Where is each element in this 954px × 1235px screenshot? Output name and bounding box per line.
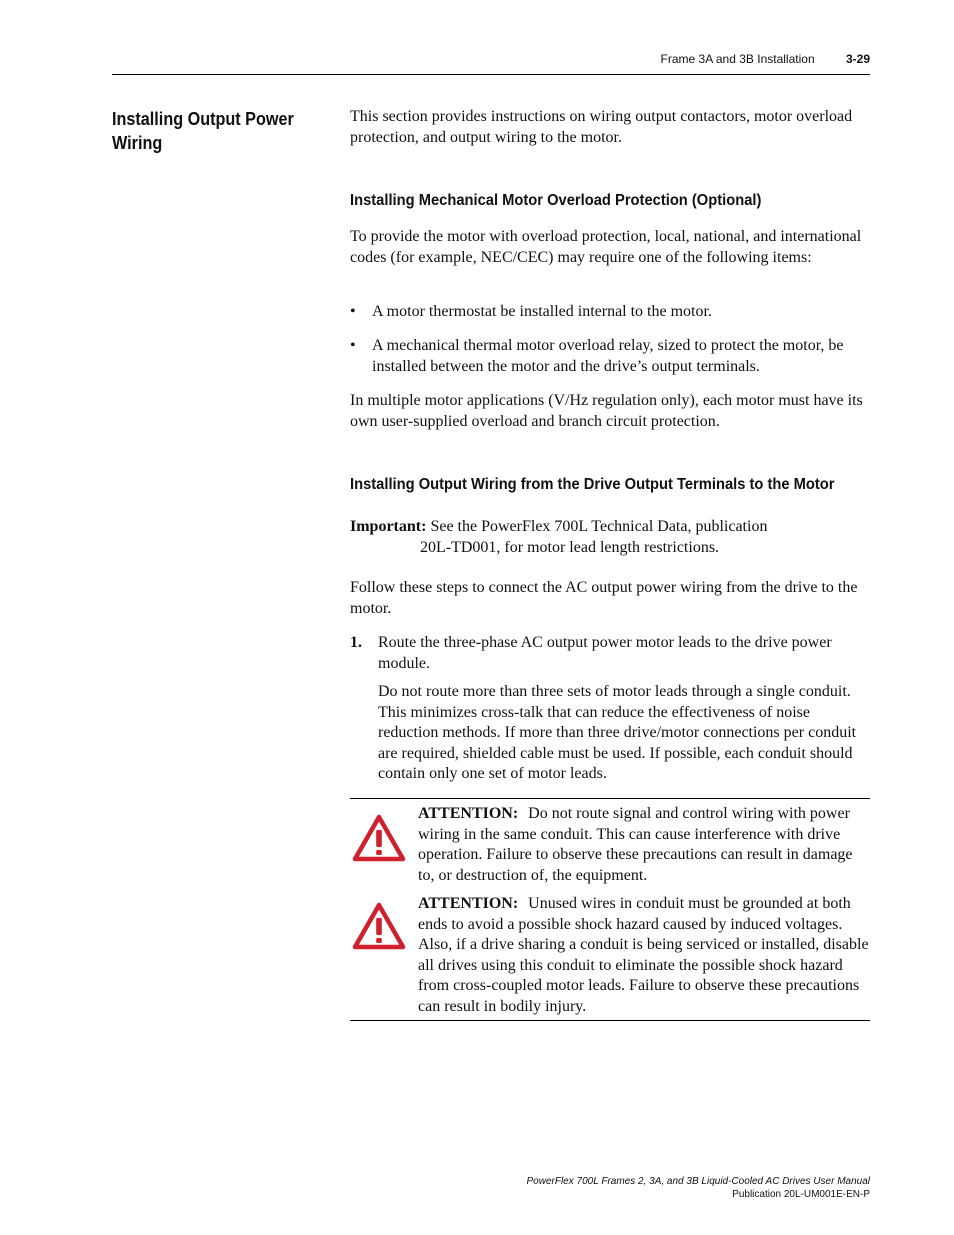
overload-paragraph [350,227,870,268]
overload-text: To provide the motor with overload protection, local, national, and international codes (for example, NEC/CEC) may require one of the following items: [350,228,862,266]
attention-top-rule [350,798,870,799]
warning-triangle-icon [352,814,406,869]
steps-intro [350,578,870,619]
bullet-icon: • [350,337,356,354]
page-number: 3-29 [845,52,870,66]
footer-publication: Publication 20L-UM001E-EN-P [732,1189,870,1200]
attention-body: Do not route signal and control wiring with power wiring in the same conduit. This can cause interference with drive operation. Failure to observe these precautions can result in damage to, or destruction of, the equipment. [418,805,853,884]
intro-text: This section provides instructions on wiring output contactors, motor overload protection, and output wiring to the motor. [350,108,853,146]
attention-text [418,804,870,886]
overload-heading: Installing Mechanical Motor Overload Protection (Optional) [350,192,762,209]
steps-intro-text: Follow these steps to connect the AC output power wiring from the drive to the motor. [350,579,858,617]
bullet-icon: • [350,303,356,320]
step-number: 1. [350,634,362,651]
intro-paragraph [350,107,870,148]
step-text: Route the three-phase AC output power motor leads to the drive power module. [378,634,832,672]
attention-label: ATTENTION: [418,895,519,912]
step-note-text: Do not route more than three sets of motor leads through a single conduit. This minimizes cross-talk that can reduce the effectiveness of noise reduction methods. If more than three drive/motor connections per conduit are required, shielded cable must be used. If possible, each conduit should contain only one set of motor leads. [378,683,857,782]
attention-label: ATTENTION: [418,805,519,822]
important-label: Important: [350,518,427,535]
list-item-text: A mechanical thermal motor overload relay, sized to protect the motor, be installed between the motor and the drive’s output terminals. [372,337,844,375]
header-rule [112,74,870,75]
list-item-text: A motor thermostat be installed internal to the motor. [372,303,712,320]
page-header [661,52,870,66]
important-text-line2: 20L-TD001, for motor lead length restrictions. [420,538,720,556]
warning-triangle-icon [352,902,406,957]
important-text-line1: See the PowerFlex 700L Technical Data, publication [430,518,768,535]
page-footer [527,1175,871,1201]
side-heading: Installing Output Power Wiring [112,109,294,153]
output-wiring-heading: Installing Output Wiring from the Drive Output Terminals to the Motor [350,476,835,493]
important-note [350,517,870,558]
footer-manual-title: PowerFlex 700L Frames 2, 3A, and 3B Liquid-Cooled AC Drives User Manual [526,1176,870,1187]
overload-closing [350,391,870,432]
overload-closing-text: In multiple motor applications (V/Hz regulation only), each motor must have its own user-supplied overload and branch circuit protection. [350,392,863,430]
attention-bottom-rule [350,1020,870,1021]
attention-text [418,894,870,1017]
attention-body: Unused wires in conduit must be grounded at both ends to avoid a possible shock hazard caused by induced voltages. Also, if a drive sharing a conduit is being serviced or installed, disable all drives using this conduit to eliminate the possible shock hazard from cross-coupled motor leads. Failure to observe these precautions can result in bodily injury. [418,895,869,1015]
header-section-title: Frame 3A and 3B Installation [660,52,815,66]
